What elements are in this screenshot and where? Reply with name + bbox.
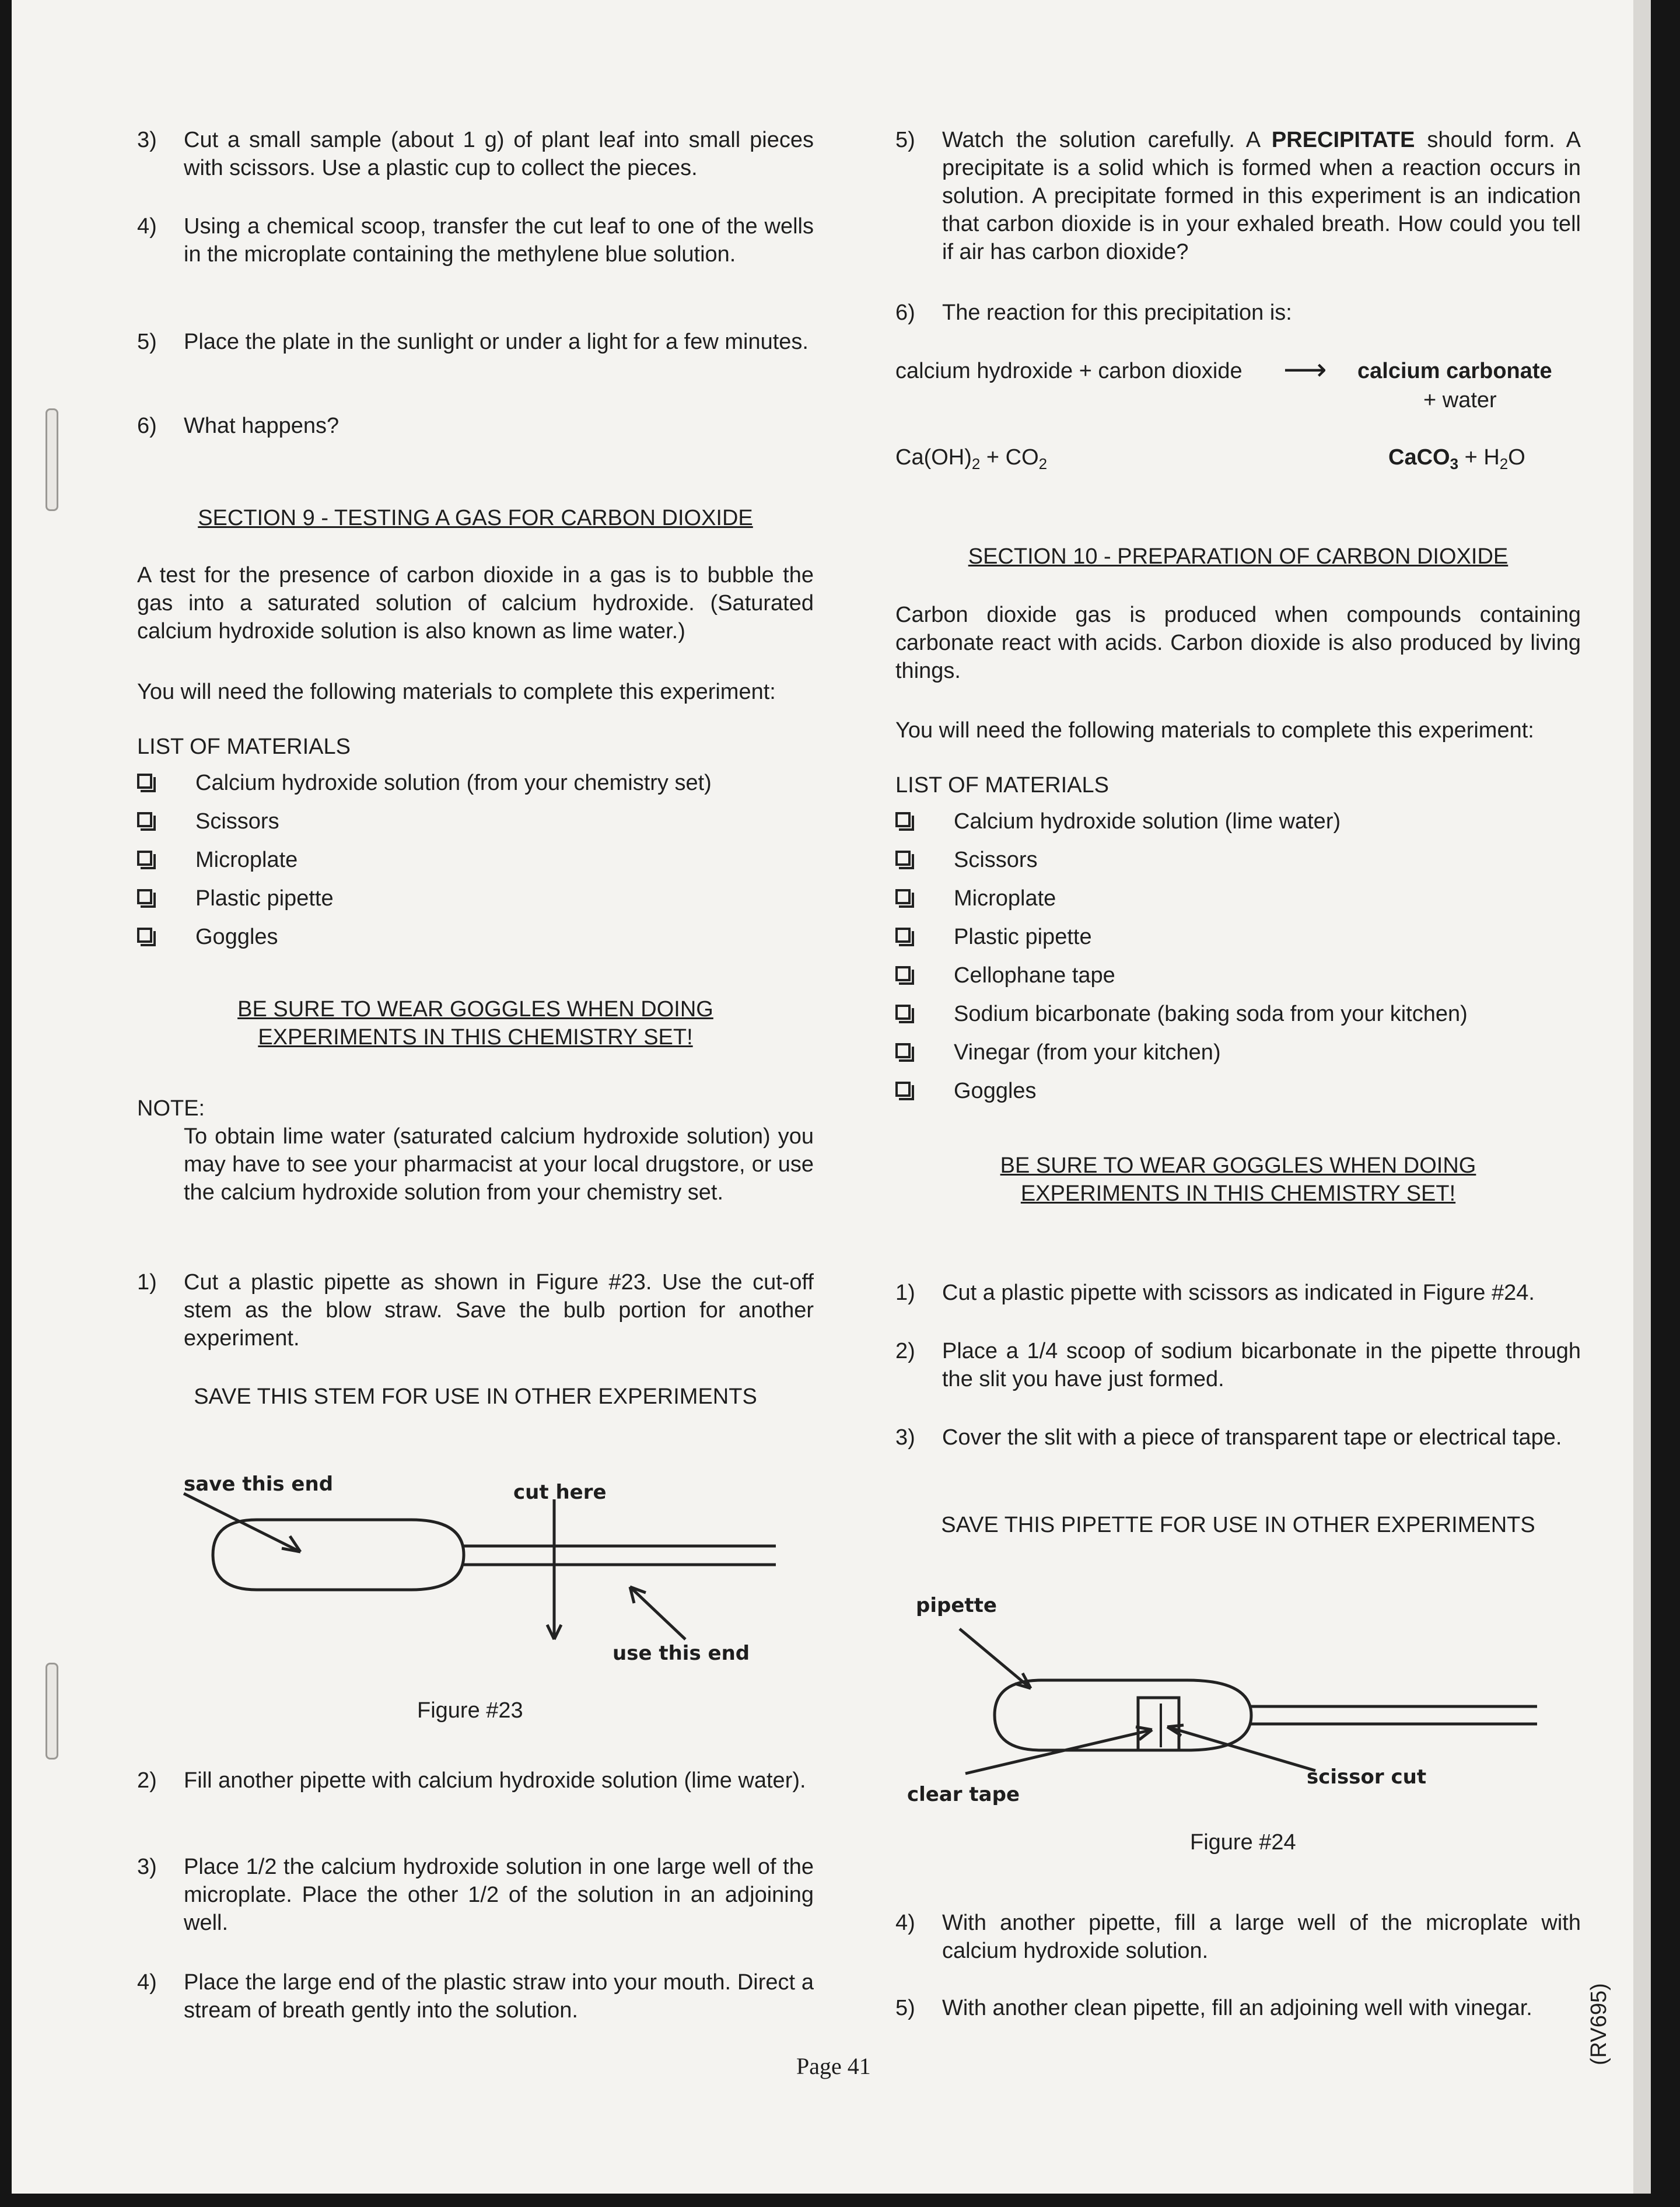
right-material-item: Goggles [895, 1077, 1581, 1115]
checkbox-icon [137, 851, 152, 866]
right-s4: 4) With another pipette, fill a large well of the microplate with calcium hydroxide solution. [895, 1911, 1581, 1963]
save-pipette-note: SAVE THIS PIPETTE FOR USE IN OTHER EXPERIMENTS [941, 1513, 1535, 1537]
section-9-intro: A test for the presence of carbon dioxide in a gas is to bubble the gas into a saturated solution of calcium hydroxide. (Saturated calcium hydroxide solution is also known as lime water.) [137, 563, 814, 643]
right-s3: 3) Cover the slit with a piece of transparent tape or electrical tape. [895, 1425, 1562, 1450]
checkbox-icon [137, 889, 152, 904]
right-material-item: Vinegar (from your kitchen) [895, 1038, 1581, 1077]
left-step-6: 6) What happens? [137, 414, 340, 438]
left-step-4: 4) Using a chemical scoop, transfer the cut leaf to one of the wells in the microplate containing the methylene blue solution. [137, 214, 814, 267]
binding-hole-top [46, 408, 58, 511]
left-s4: 4) Place the large end of the plastic straw into your mouth. Direct a stream of breath gently into the solution. [137, 1970, 814, 2023]
left-materials-list [137, 769, 814, 961]
figure-23 [137, 1458, 814, 1733]
note-label: NOTE: [137, 1096, 205, 1121]
right-materials-list [895, 807, 1581, 1115]
left-s2: 2) Fill another pipette with calcium hydroxide solution (lime water). [137, 1768, 806, 1793]
checkbox-icon [895, 928, 911, 943]
right-s1: 1) Cut a plastic pipette with scissors as indicated in Figure #24. [895, 1281, 1535, 1305]
right-material-item: Sodium bicarbonate (baking soda from your kitchen) [895, 1000, 1581, 1038]
left-material-item: Scissors [137, 807, 814, 846]
document-page [12, 0, 1645, 2194]
left-material-item: Calcium hydroxide solution (from your chemistry set) [137, 769, 814, 807]
figure-23-caption: Figure #23 [417, 1698, 523, 1723]
label-save-this-end: save this end [184, 1473, 334, 1496]
page-number: Page 41 [796, 2053, 871, 2079]
left-step-5: 5) Place the plate in the sunlight or under a light for a few minutes. [137, 330, 808, 354]
right-material-item: Plastic pipette [895, 923, 1581, 961]
left-step-3: 3) Cut a small sample (about 1 g) of plant leaf into small pieces with scissors. Use a plastic cup to collect the pieces. [137, 128, 814, 180]
left-material-item: Microplate [137, 846, 814, 884]
right-s2: 2) Place a 1/4 scoop of sodium bicarbonate in the pipette through the slit you have just formed. [895, 1339, 1581, 1391]
label-cut-here: cut here [513, 1481, 607, 1504]
checkbox-icon [895, 1082, 911, 1097]
right-material-item: Scissors [895, 846, 1581, 884]
label-clear-tape: clear tape [907, 1783, 1020, 1806]
save-stem-note: SAVE THIS STEM FOR USE IN OTHER EXPERIMENTS [194, 1384, 757, 1409]
left-s3: 3) Place 1/2 the calcium hydroxide solution in one large well of the microplate. Place the other 1/2 of the solution in an adjoining well. [137, 1855, 814, 1935]
right-step-5: 5) Watch the solution carefully. A PRECIPITATE should form. A precipitate is a solid which is formed when a reaction occurs in solution. A precipitate formed in this experiment is an indication that carbon dioxide is in your exhaled breath. How could you tell if air has carbon dioxide? [895, 128, 1581, 264]
reaction-arrow-icon: ⟶ [1283, 352, 1327, 387]
label-use-this-end: use this end [612, 1642, 750, 1665]
right-goggles-warning: BE SURE TO WEAR GOGGLES WHEN DOING EXPERIMENTS IN THIS CHEMISTRY SET! [1000, 1153, 1476, 1206]
checkbox-icon [895, 851, 911, 866]
reaction-formula: $Ca(OH)_2 + CO_2$ CaCO$_3$ + $H_2O$ [895, 445, 1525, 473]
checkbox-icon [895, 812, 911, 827]
note-text: To obtain lime water (saturated calcium hydroxide solution) you may have to see your pharmacist at your local drugstore, or use the calcium hydroxide solution from your chemistry set. [184, 1124, 814, 1205]
document-code: (RV695) [1587, 1983, 1611, 2065]
right-material-item: Cellophane tape [895, 961, 1581, 1000]
right-materials-need: You will need the following materials to complete this experiment: [895, 718, 1534, 743]
left-material-item: Goggles [137, 923, 814, 961]
section-9-title: SECTION 9 - TESTING A GAS FOR CARBON DIOXIDE [198, 506, 753, 530]
checkbox-icon [137, 774, 152, 789]
right-s5: 5) With another clean pipette, fill an adjoining well with vinegar. [895, 1996, 1532, 2020]
checkbox-icon [895, 966, 911, 981]
left-material-item: Plastic pipette [137, 884, 814, 923]
left-list-title: LIST OF MATERIALS [137, 734, 351, 759]
left-s1: 1) Cut a plastic pipette as shown in Figure #23. Use the cut-off stem as the blow straw. Save the bulb portion for another experiment. [137, 1270, 814, 1351]
checkbox-icon [895, 1005, 911, 1020]
page-edge [1633, 0, 1651, 2194]
checkbox-icon [137, 812, 152, 827]
pipette-cut-diagram [137, 1458, 814, 1733]
right-list-title: LIST OF MATERIALS [895, 773, 1110, 798]
label-pipette: pipette [916, 1594, 997, 1617]
checkbox-icon [895, 889, 911, 904]
left-materials-need: You will need the following materials to complete this experiment: [137, 680, 776, 704]
right-step-6: 6) The reaction for this precipitation is: [895, 300, 1292, 325]
right-material-item: Calcium hydroxide solution (lime water) [895, 807, 1581, 846]
figure-24 [895, 1581, 1581, 1826]
reaction-words: calcium hydroxide + carbon dioxide ⟶ calcium carbonate + water [895, 352, 1552, 412]
right-material-item: Microplate [895, 884, 1581, 923]
left-goggles-warning: BE SURE TO WEAR GOGGLES WHEN DOING EXPERIMENTS IN THIS CHEMISTRY SET! [237, 997, 713, 1050]
checkbox-icon [137, 928, 152, 943]
label-scissor-cut: scissor cut [1307, 1765, 1427, 1789]
checkbox-icon [895, 1043, 911, 1058]
binding-hole-bottom [46, 1663, 58, 1760]
section-10-title: SECTION 10 - PREPARATION OF CARBON DIOXIDE [968, 544, 1508, 569]
figure-24-caption: Figure #24 [1190, 1830, 1296, 1855]
section-10-intro: Carbon dioxide gas is produced when compounds containing carbonate react with acids. Carbon dioxide is also produced by living things. [895, 603, 1581, 683]
